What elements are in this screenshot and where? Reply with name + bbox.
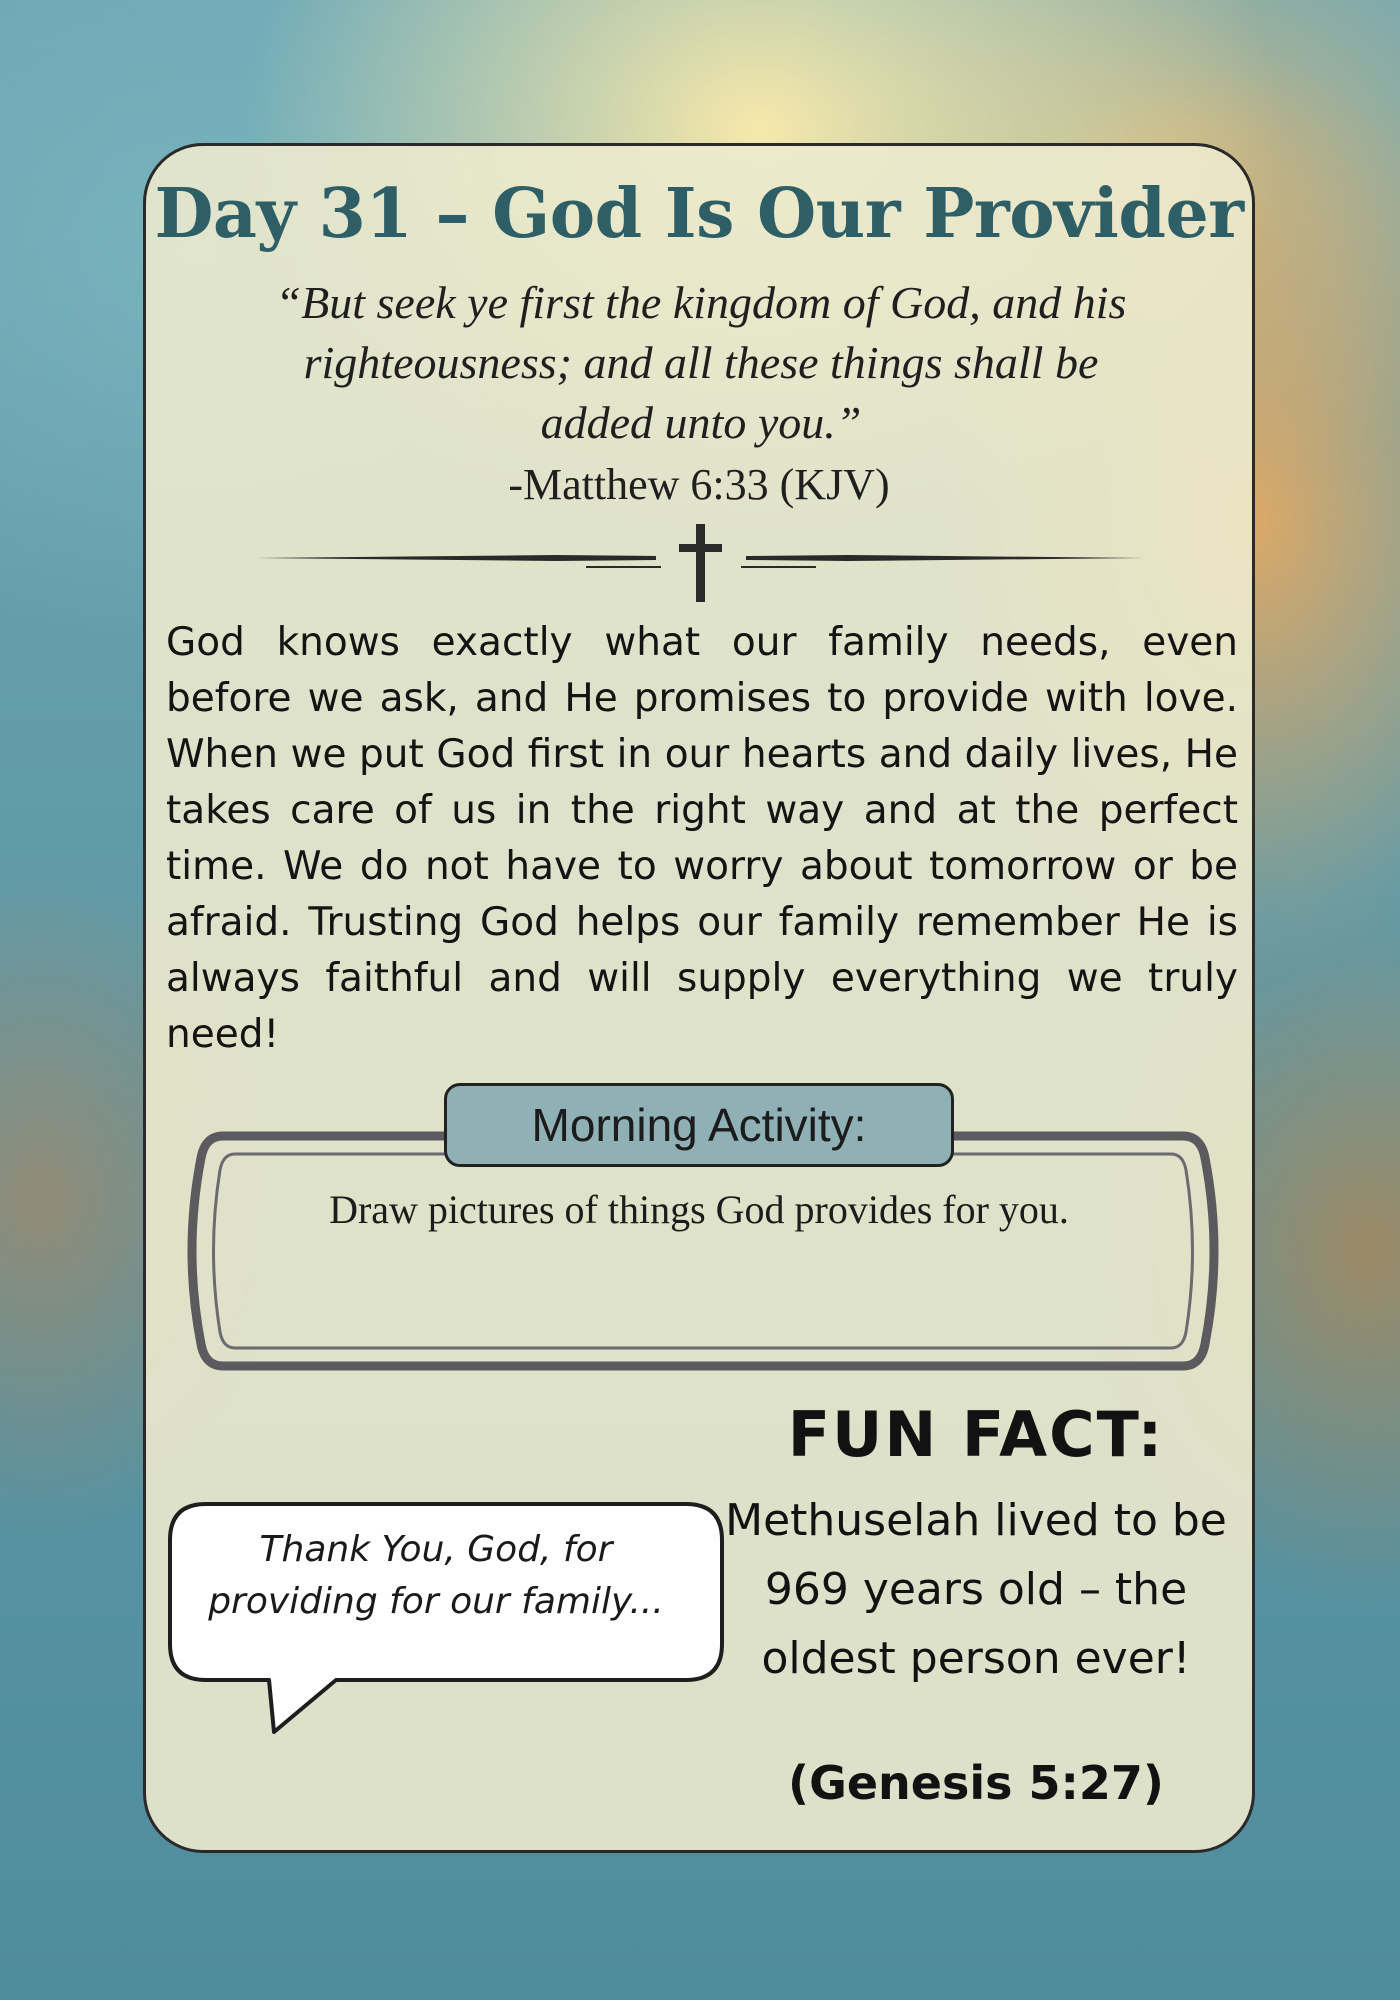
divider-line-right xyxy=(741,555,1148,567)
scripture-verse: “But seek ye first the kingdom of God, and his righteousness; and all these things shall be added unto you.” xyxy=(275,277,1127,448)
prayer-text: Thank You, God, for providing for our family... xyxy=(208,1529,664,1622)
fun-fact-text: Methuselah lived to be 969 years old – the oldest person ever! xyxy=(725,1495,1227,1684)
cross-icon xyxy=(679,524,722,602)
devotional-card xyxy=(143,143,1255,1853)
cross-divider xyxy=(256,524,1148,604)
morning-activity-text: Draw pictures of things God provides for you. xyxy=(329,1187,1069,1232)
devotional-body: God knows exactly what our family needs, even before we ask, and He promises to provide with love. When we put God first in our hearts and daily lives, He takes care of us in the right way and at the perfect time. We do not have to worry about tomorrow or be afraid. Trusting God helps our family remember He is always faithful and will supply everything we truly need! xyxy=(166,620,1238,1057)
fun-fact-title: FUN FACT: xyxy=(787,1398,1165,1471)
divider-line-left xyxy=(256,555,661,567)
scripture-reference: -Matthew 6:33 (KJV) xyxy=(508,460,890,509)
morning-activity-label: Morning Activity: xyxy=(444,1083,954,1167)
fun-fact-reference: (Genesis 5:27) xyxy=(788,1756,1164,1810)
page-title: Day 31 – God Is Our Provider xyxy=(154,174,1244,254)
